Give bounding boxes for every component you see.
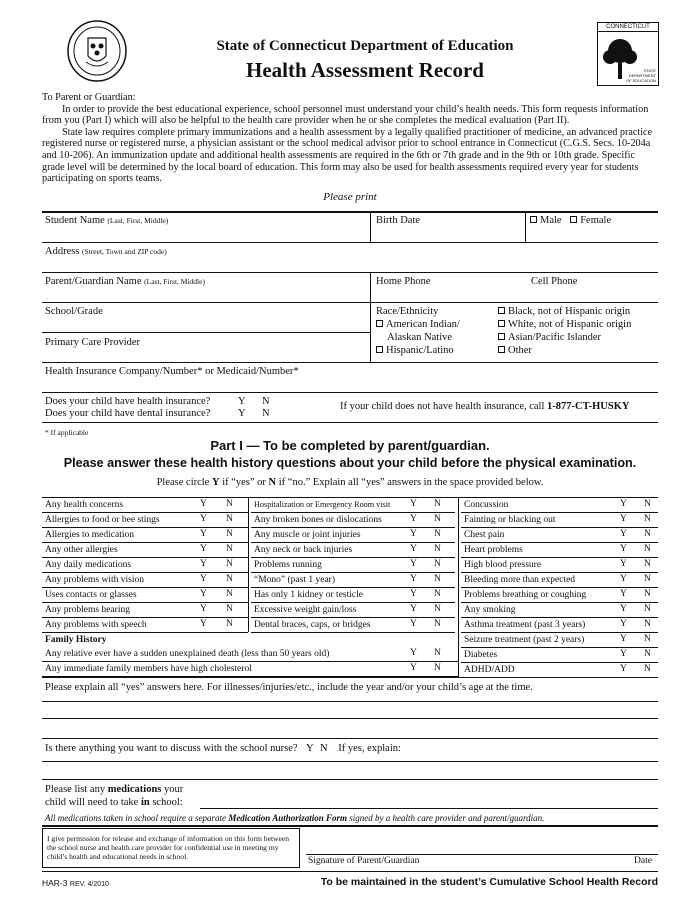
history-item-n[interactable]: N <box>644 619 651 629</box>
history-item-y[interactable]: Y <box>410 559 417 569</box>
history-item-y[interactable]: Y <box>200 619 207 629</box>
history-item-y[interactable]: Y <box>410 604 417 614</box>
race-option-other[interactable] <box>498 345 532 356</box>
primary-care-field[interactable]: Primary Care Provider <box>45 337 141 348</box>
address-label: Address <box>45 246 80 257</box>
insurance-company-field[interactable]: Health Insurance Company/Number* or Medicaid/Number* <box>45 366 299 377</box>
history-item-y[interactable]: Y <box>620 514 627 524</box>
parent-name-hint: (Last, First, Middle) <box>144 277 205 286</box>
race-option-black[interactable] <box>498 306 630 317</box>
history-item: Seizure treatment (past 2 years) <box>464 635 585 645</box>
department-name: State of Connecticut Department of Education <box>216 38 514 54</box>
history-item-n[interactable]: N <box>644 649 651 659</box>
history-item-n[interactable]: N <box>644 589 651 599</box>
nurse-n[interactable]: N <box>320 743 328 754</box>
meds-bold: medications <box>107 784 162 795</box>
race-option-hispanic[interactable] <box>376 345 454 356</box>
history-item: Allergies to medication <box>45 530 134 540</box>
permission-statement: I give permission for release and exchange of information on this form between the school nurse and health care provider for confidential use in meeting my child’s health and educational needs in school. <box>42 828 300 868</box>
family-history-item-y[interactable]: Y <box>410 648 417 658</box>
meds-text-2: your <box>164 784 184 795</box>
birth-date-field[interactable]: Birth Date <box>376 215 421 226</box>
signature-field[interactable]: Signature of Parent/Guardian <box>308 856 420 866</box>
female-label: Female <box>580 215 612 226</box>
history-item-n[interactable]: N <box>644 604 651 614</box>
history-item-n[interactable]: N <box>644 544 651 554</box>
history-item: Any broken bones or dislocations <box>254 515 382 525</box>
student-name-label: Student Name <box>45 215 105 226</box>
history-item: Concussion <box>464 500 509 510</box>
history-item-y[interactable]: Y <box>620 529 627 539</box>
history-item: Any problems with vision <box>45 575 144 585</box>
circle-y: Y <box>211 477 220 488</box>
med-note-1: All medications taken in school require a separate <box>45 813 227 823</box>
history-item: ADHD/ADD <box>464 665 515 675</box>
option-label: Black, not of Hispanic origin <box>508 306 631 317</box>
circle-n: N <box>268 477 277 488</box>
history-item-y[interactable]: Y <box>410 544 417 554</box>
history-item-n[interactable]: N <box>226 544 233 554</box>
no-insurance-text: If your child does not have health insurance, call <box>340 401 545 412</box>
history-item-n[interactable]: N <box>226 514 233 524</box>
race-label: Race/Ethnicity <box>376 306 439 317</box>
circle-text-2: if “yes” or <box>222 477 266 488</box>
male-label: Male <box>540 215 562 226</box>
intro-paragraph-2: State law requires complete primary immunizations and a health assessment by a legally qualified practitioner of medicine, an advanced practice registered nurse or registered nurse, a physician assistant or the school medical advisor prior to school entrance in Connecticut (C.G.S. Secs. 10-204a and 10-206). An immunization update and additional health assessments are required in the 6th or 7th grade and in the 9th or 10th grade. Specific grade level will be determined by the local board of education. This form may also be used for health assessments required every year for students participating on sports teams. <box>42 126 653 185</box>
if-yes-label: If yes, explain: <box>338 743 401 754</box>
history-item: Any daily medications <box>45 560 132 570</box>
if-applicable-note: * If applicable <box>45 428 89 437</box>
history-item-n[interactable]: N <box>434 604 441 614</box>
history-item: Any neck or back injuries <box>254 545 353 555</box>
history-item: Any problems hearing <box>45 605 130 615</box>
history-item-n[interactable]: N <box>434 619 441 629</box>
maintain-note: To be maintained in the student’s Cumulative School Health Record <box>320 876 658 888</box>
history-item: Heart problems <box>464 545 523 555</box>
dental-insurance-y[interactable]: Y <box>238 408 246 419</box>
intro-text <box>42 92 660 185</box>
history-item-y[interactable]: Y <box>620 589 627 599</box>
cell-phone-field[interactable]: Cell Phone <box>531 276 578 287</box>
checkbox[interactable] <box>498 307 505 314</box>
meds-text-4: school: <box>152 797 183 808</box>
history-item-n[interactable]: N <box>434 514 441 524</box>
form-revision: REV. 4/2010 <box>69 881 109 888</box>
race-option-american-indian[interactable] <box>376 319 460 330</box>
history-item-n[interactable]: N <box>434 544 441 554</box>
history-item-n[interactable]: N <box>434 529 441 539</box>
meds-in: in <box>140 797 150 808</box>
history-item: Excessive weight gain/loss <box>254 605 357 615</box>
history-item: Has only 1 kidney or testicle <box>254 590 363 600</box>
history-item: Hospitalization or Emergency Room visit <box>254 500 391 509</box>
medications-prompt <box>45 783 183 809</box>
history-item: Any muscle or joint injuries <box>254 530 361 540</box>
husky-phone: 1-877-CT-HUSKY <box>547 401 630 412</box>
history-item-n[interactable]: N <box>644 664 651 674</box>
history-item-y[interactable]: Y <box>620 604 627 614</box>
med-note-bold: Medication Authorization Form <box>228 813 348 823</box>
family-history-title: Family History <box>45 635 107 645</box>
option-label: Asian/Pacific Islander <box>508 332 602 343</box>
health-insurance-y[interactable]: Y <box>238 396 246 407</box>
history-item-y[interactable]: Y <box>620 574 627 584</box>
history-item-n[interactable]: N <box>226 499 233 509</box>
nurse-y[interactable]: Y <box>306 743 314 754</box>
history-item-y[interactable]: Y <box>620 544 627 554</box>
history-item-n[interactable]: N <box>644 634 651 644</box>
meds-text-3: child will need to take <box>45 797 139 808</box>
nurse-question-text: Is there anything you want to discuss with the school nurse? <box>45 743 298 754</box>
history-item-n[interactable]: N <box>644 559 651 569</box>
nurse-question <box>45 743 401 754</box>
history-item-n[interactable]: N <box>644 574 651 584</box>
home-phone-field[interactable]: Home Phone <box>376 276 431 287</box>
female-checkbox[interactable] <box>570 216 577 223</box>
medication-note <box>45 813 544 823</box>
history-item: Bleeding more than expected <box>464 575 576 585</box>
history-item-n[interactable]: N <box>434 574 441 584</box>
history-item-y[interactable]: Y <box>200 544 207 554</box>
history-item-y[interactable]: Y <box>200 589 207 599</box>
history-item-n[interactable]: N <box>226 559 233 569</box>
student-name-field[interactable] <box>45 215 168 226</box>
history-item-y[interactable]: Y <box>620 499 627 509</box>
history-item-y[interactable]: Y <box>620 619 627 629</box>
history-item: Allergies to food or bee stings <box>45 515 160 525</box>
history-item-y[interactable]: Y <box>410 574 417 584</box>
checkbox[interactable] <box>376 320 383 327</box>
history-item-n[interactable]: N <box>644 529 651 539</box>
race-option-alaskan-native: Alaskan Native <box>387 332 453 343</box>
history-item-n[interactable]: N <box>644 514 651 524</box>
logo-top-text: CONNECTICUT <box>598 23 658 32</box>
date-field[interactable]: Date <box>634 856 652 866</box>
male-checkbox[interactable] <box>530 216 537 223</box>
circle-instructions <box>0 477 700 488</box>
history-item-y[interactable]: Y <box>200 559 207 569</box>
race-option-asian[interactable] <box>498 332 601 343</box>
family-history-item-n[interactable]: N <box>434 663 441 673</box>
history-item: Any other allergies <box>45 545 118 555</box>
part1-title: Part I — To be completed by parent/guardian. <box>210 438 490 453</box>
history-item: Asthma treatment (past 3 years) <box>464 620 586 630</box>
history-item: Uses contacts or glasses <box>45 590 137 600</box>
health-insurance-question: Does your child have health insurance? <box>45 396 211 407</box>
history-item: High blood pressure <box>464 560 542 570</box>
parent-name-field[interactable] <box>45 276 205 287</box>
history-item-y[interactable]: Y <box>620 664 627 674</box>
checkbox[interactable] <box>498 333 505 340</box>
history-item-n[interactable]: N <box>226 619 233 629</box>
form-number: HAR-3 <box>42 878 68 888</box>
history-item-n[interactable]: N <box>434 559 441 569</box>
meds-text-1: Please list any <box>45 784 106 795</box>
history-item-n[interactable]: N <box>434 499 441 509</box>
history-item: Problems running <box>254 560 322 570</box>
family-history-item: Any relative ever have a sudden unexplained death (less than 50 years old) <box>45 649 330 659</box>
history-item-y[interactable]: Y <box>410 619 417 629</box>
history-item: Any smoking <box>464 605 516 615</box>
history-item: Dental braces, caps, or bridges <box>254 620 371 630</box>
no-insurance-message <box>340 401 629 412</box>
history-item-y[interactable]: Y <box>410 514 417 524</box>
history-item: Problems breathing or coughing <box>464 590 587 600</box>
please-print-note: Please print <box>323 191 377 203</box>
family-history-item: Any immediate family members have high cholesterol <box>45 664 252 674</box>
history-item-n[interactable]: N <box>226 589 233 599</box>
option-label: American Indian/ <box>386 319 460 330</box>
logo-bottom-text: STATE DEPARTMENT OF EDUCATION <box>626 68 656 83</box>
history-item: Fainting or blacking out <box>464 515 556 525</box>
history-item: “Mono” (past 1 year) <box>254 575 335 585</box>
history-item: Any problems with speech <box>45 620 147 630</box>
history-item-y[interactable]: Y <box>200 604 207 614</box>
history-item: Diabetes <box>464 650 498 660</box>
history-item-y[interactable]: Y <box>410 589 417 599</box>
page-title: Health Assessment Record <box>246 58 484 82</box>
family-history-item-n[interactable]: N <box>434 648 441 658</box>
history-item-y[interactable]: Y <box>200 574 207 584</box>
med-note-2: signed by a health care provider and parent/guardian. <box>349 813 545 823</box>
checkbox[interactable] <box>498 346 505 353</box>
address-field[interactable] <box>45 246 167 257</box>
history-item-n[interactable]: N <box>226 574 233 584</box>
health-insurance-n[interactable]: N <box>262 396 270 407</box>
student-name-hint: (Last, First, Middle) <box>107 216 169 225</box>
form-id <box>42 878 109 888</box>
race-option-white[interactable] <box>498 319 631 330</box>
history-item-n[interactable]: N <box>226 604 233 614</box>
checkbox[interactable] <box>376 346 383 353</box>
intro-paragraph-1: In order to provide the best educational experience, school personnel must understand your child’s health needs. This form requests information from you (Part I) which will also be helpful to the health care provider when he or she completes the medical evaluation (Part II). <box>42 103 649 127</box>
history-item-y[interactable]: Y <box>410 499 417 509</box>
parent-name-label: Parent/Guardian Name <box>45 276 142 287</box>
history-item-n[interactable]: N <box>226 529 233 539</box>
part1-subtitle: Please answer these health history questions about your child before the physical examination. <box>63 456 637 470</box>
school-grade-field[interactable]: School/Grade <box>45 306 103 317</box>
address-hint: (Street, Town and ZIP code) <box>82 247 167 256</box>
history-item-y[interactable]: Y <box>620 634 627 644</box>
history-item-y[interactable]: Y <box>410 529 417 539</box>
circle-text-1: Please circle <box>156 477 210 488</box>
option-label: White, not of Hispanic origin <box>508 319 632 330</box>
history-item-n[interactable]: N <box>434 589 441 599</box>
history-item-n[interactable]: N <box>644 499 651 509</box>
history-item: Chest pain <box>464 530 505 540</box>
circle-text-3: if “no.” Explain all “yes” answers in the space provided below. <box>278 477 544 488</box>
dental-insurance-question: Does your child have dental insurance? <box>45 408 211 419</box>
history-item-y[interactable]: Y <box>200 529 207 539</box>
dental-insurance-n[interactable]: N <box>262 408 270 419</box>
history-item-y[interactable]: Y <box>200 514 207 524</box>
option-label: Other <box>508 345 532 356</box>
history-item-y[interactable]: Y <box>620 649 627 659</box>
history-item: Any health concerns <box>45 500 124 510</box>
sex-options <box>530 215 611 226</box>
option-label: Hispanic/Latino <box>386 345 454 356</box>
checkbox[interactable] <box>498 320 505 327</box>
history-item-y[interactable]: Y <box>620 559 627 569</box>
intro-greeting: To Parent or Guardian: <box>42 92 136 103</box>
family-history-item-y[interactable]: Y <box>410 663 417 673</box>
history-item-y[interactable]: Y <box>200 499 207 509</box>
explain-yes-prompt: Please explain all “yes” answers here. For illnesses/injuries/etc., include the year and/or your child’s age at the time. <box>45 682 533 693</box>
